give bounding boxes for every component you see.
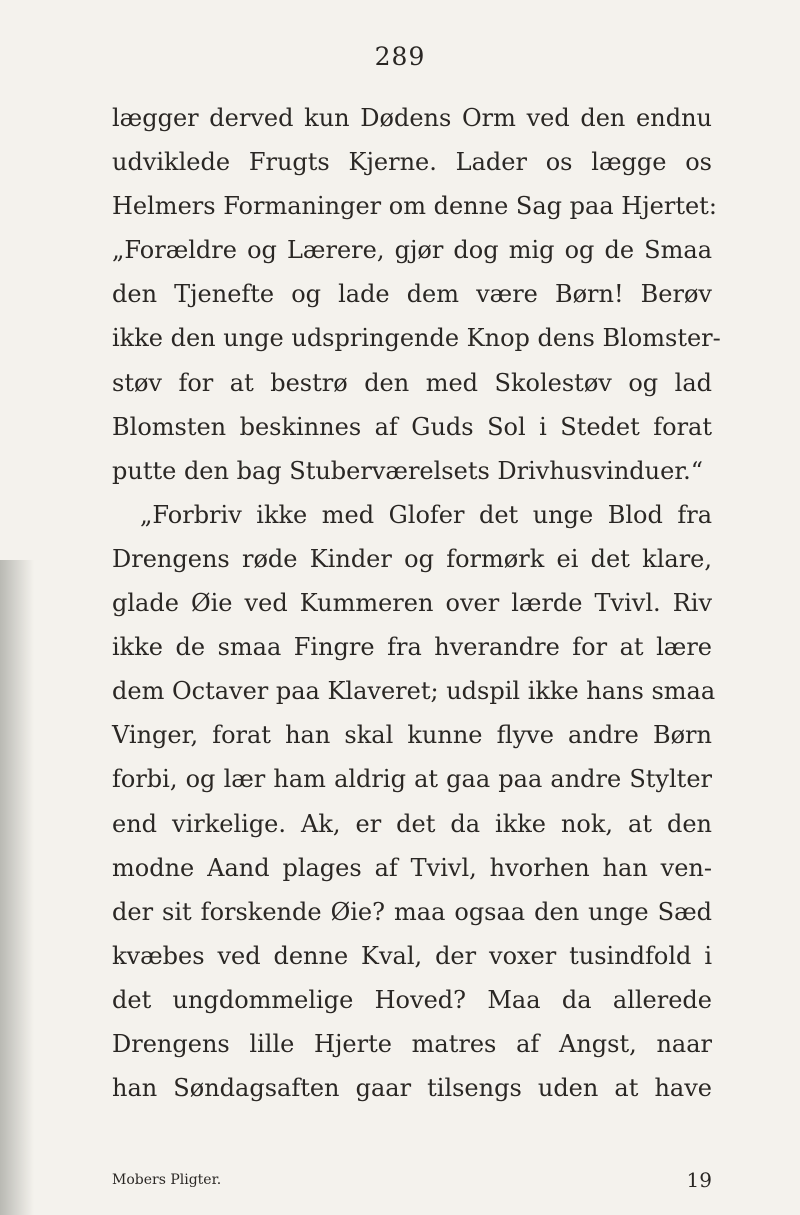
- text-line: dem Octaver paa Klaveret; udspil ikke hans smaa: [112, 677, 716, 706]
- text-line: ikke den unge udspringende Knop dens Blomster-: [112, 324, 721, 353]
- text-line: Helmers Formaninger om denne Sag paa Hjertet:: [112, 192, 717, 221]
- text-line: der sit forskende Øie? maa ogsaa den unge Sæd: [112, 897, 712, 926]
- text-line: „Forbriv ikke med Glofer det unge Blod fra: [140, 500, 712, 529]
- text-line: glade Øie ved Kummeren over lærde Tvivl. Riv: [112, 589, 712, 618]
- page-number: 289: [374, 42, 426, 71]
- body-text: [112, 96, 721, 1110]
- text-line: han Søndagsaften gaar tilsengs uden at have: [112, 1074, 712, 1103]
- text-line: forbi, og lær ham aldrig at gaa paa andre Stylter: [112, 765, 712, 794]
- text-line: ikke de smaa Fingre fra hverandre for at lære: [112, 633, 712, 662]
- text-line: den Tjenefte og lade dem være Børn! Berøv: [112, 280, 712, 309]
- text-line: Drengens røde Kinder og formørk ei det klare,: [112, 544, 712, 573]
- text-line: Blomsten beskinnes af Guds Sol i Stedet forat: [112, 412, 712, 441]
- text-line: putte den bag Stuberværelsets Drivhusvinduer.“: [112, 456, 704, 485]
- text-line: Drengens lille Hjerte matres af Angst, naar: [112, 1029, 712, 1058]
- text-line: lægger derved kun Dødens Orm ved den endnu: [112, 104, 712, 132]
- text-line: „Forældre og Lærere, gjør dog mig og de Smaa: [112, 236, 712, 265]
- text-line: Vinger, forat han skal kunne flyve andre Børn: [112, 721, 712, 750]
- text-line: udviklede Frugts Kjerne. Lader os lægge os: [112, 148, 712, 177]
- page-edge-shadow: [0, 560, 34, 1215]
- text-line: modne Aand plages af Tvivl, hvorhen han ven-: [112, 853, 712, 882]
- printer-mark: Mobers Pligter.: [112, 1172, 222, 1188]
- signature-mark: 19: [686, 1168, 712, 1192]
- text-line: end virkelige. Ak, er det da ikke nok, at den: [112, 809, 712, 838]
- text-line: det ungdommelige Hoved? Maa da allerede: [112, 985, 712, 1014]
- page-footer: [112, 1168, 712, 1196]
- text-line: kvæbes ved denne Kval, der voxer tusindfold i: [112, 941, 712, 970]
- text-line: støv for at bestrø den med Skolestøv og lad: [112, 368, 712, 397]
